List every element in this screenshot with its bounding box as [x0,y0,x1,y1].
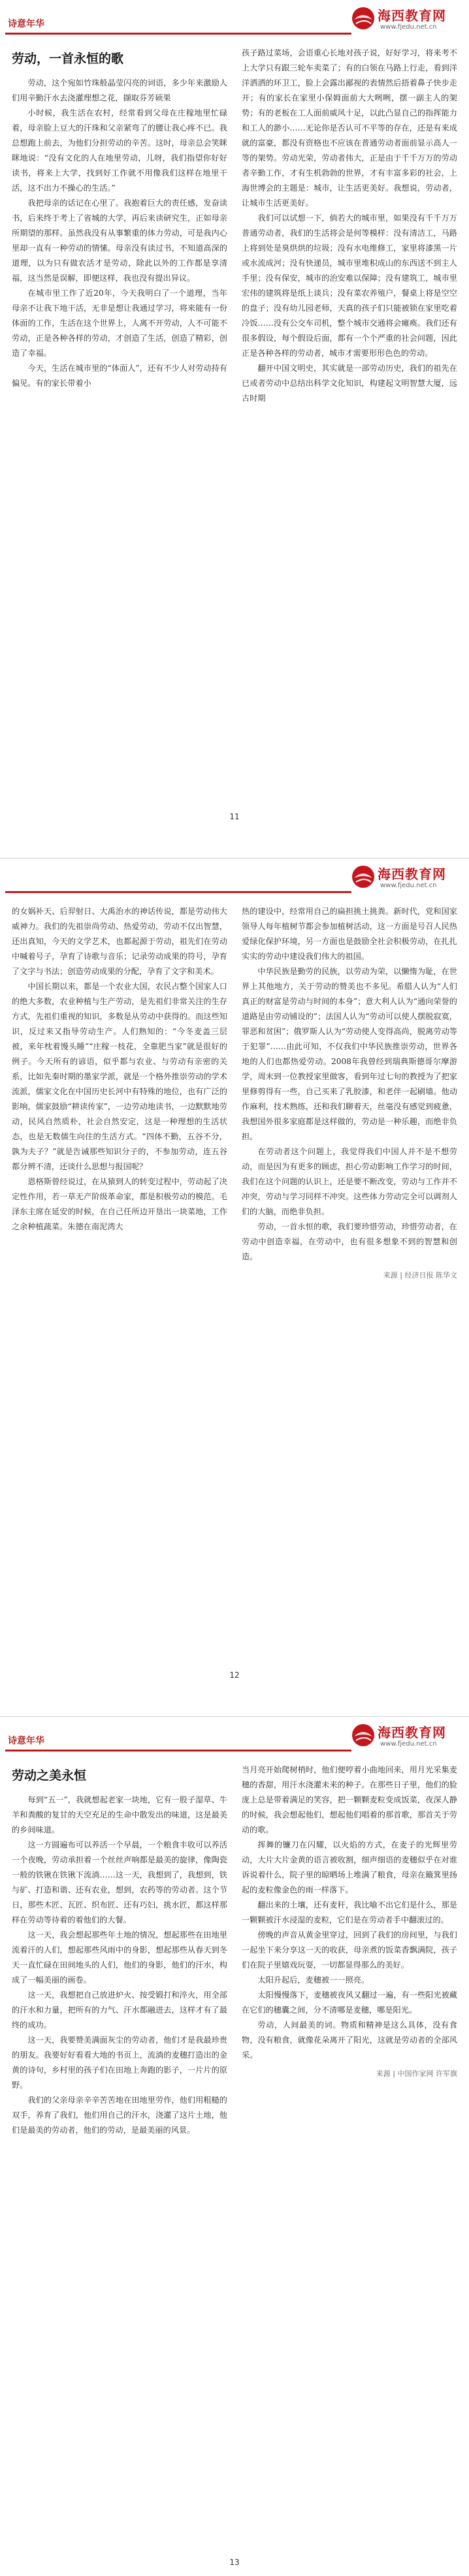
page-12 [0,858,469,1717]
site-url: www.fjedu.net.cn [380,882,437,889]
paragraph: 恩格斯曾经说过，在从猿到人的转变过程中，劳动起了决定性作用，若一草无产阶级革命家，都是积极劳动的模范。毛泽东主席在延安的时候，在自己任所边开垦出一块菜地，工作之余种植蔬菜。朱德在南泥湾大 [12,1177,227,1231]
page-number: 13 [229,2558,240,2567]
article-title: 劳动，一首永恒的歌 [12,52,124,66]
page-number: 11 [229,812,240,821]
site-url: www.fjedu.net.cn [380,24,437,31]
section-tag: 诗意年华 [8,1736,44,1746]
paragraph: 在劳动者这个问题上，我觉得我们中国人并不是不想劳动，而是因为有更多的顾虑，担心劳动影响工作学习的时间，我们在这个问题的认识上，还是要不断改变，劳动与工作并不冲突，劳动与学习同样不冲突。这些体力劳动完全可以调剂人们的大脑，而绝非负担。 [242,1147,457,1216]
left-column [12,1763,227,2138]
paragraph: 今天，生活在城市里的“体面人”，还有不少人对劳动持有偏见。有的家长带着小 [12,364,227,388]
section-tag: 诗意年华 [8,19,44,29]
left-column [12,904,227,1280]
paragraph: 我们的父亲母亲辛辛苦苦地在田地里劳作，他们用粗糙的双手，养育了我们，他们用自己的汗水，浇灌了这片土地，他们是最美的劳动者，他们的劳动，是最美丽的风景。 [12,2096,227,2135]
globe-logo-icon [350,1722,376,1748]
paragraph: 每到“五一”，我就想起老家一块地，它有一股子湿草、牛羊和粪酸的复甘的天空充足的生命中散发出的味道，这是最美的乡间味道。 [12,1795,227,1834]
globe-logo-icon [350,5,376,31]
header-rule [5,33,351,35]
site-name: 海西教育网 [378,1725,446,1740]
paragraph: 这一天，我想把自己放进炉火、按受锻打和淬火，用全部的汗水和力量，把所有的力气、汗水都融进去，这样才有了最终的成功。 [12,1990,227,2030]
site-logo[interactable] [350,4,465,35]
paragraph: 这一天，我会想起那些年土地的情况，想起那些在田地里流着汗的人们，想起那些风雨中的身影，想起那些从春天到冬天一直忙碌在田间地头的人们，他们的身影，他们的汗水，构成了一幅美丽的画卷。 [12,1930,227,1985]
paragraph: 的女娲补天、后羿射日、大禹治水的神话传说，都是劳动伟大威神力。我们的先祖崇尚劳动、热爱劳动，劳动不仅出智慧，还出真知，今天的文学艺术，也都起源于劳动，祖先们在劳动中喊着号子，孕育了诗歌与音乐；记录劳动成果的符号，孕育了文字与书法；创造劳动成果的分配，孕育了文字和美术。 [12,907,227,976]
header-rule [5,1750,351,1751]
paragraph: 太阳慢慢落下，麦穗被夜风又翻过一遍，有一些阳光被藏在它们的穗囊之间，分不清哪是麦穗，哪是阳光。 [242,1990,457,2015]
article-source: 来源 | 中国作家网 许军旗 [376,2069,457,2078]
paragraph: 劳动，这个宛如竹珠般晶莹闪亮的词语，多少年来激励人们用辛勤汗水去浇灌理想之花，撷取芬芳硕果 [12,78,227,102]
page-11 [0,0,469,858]
globe-logo-icon [350,864,376,890]
paragraph: 热的建设中，经常用自己的扁担挑土挑粪。新时代，党和国家领导人每年植树节都会参加植树活动，这一方面是号召人民热爱绿化保护环境，另一方面也是鼓励全社会积极劳动，在扎扎实实的劳动中建设我们伟大的祖国。 [242,907,457,961]
paragraph: 我们可以试想一下，倘若大的城市里，如果没有千千万万普通劳动者，我们的生活将会是何等模样：没有清洁工，马路上将到处是臭烘烘的垃圾；没有水电维修工，家里将漆黑一片或水流成河；没有快递员，城市里堆积成山的东西送不到主人手里；没有保安，城市的治安难以保障；没有建筑工，城市里宏伟的建筑将是纸上谈兵；没有菜农养殖户，餐桌上将是空空的盘子；没有幼儿园老师，天真的孩子们只能被锁在家里吃着冷饭……没有公交车司机，整个城市交通将会瘫痪。我们还有很多假设，每个假设后面，都有一个个严重的社会问题，因此正是各种各样的劳动者，城市才需要形形色色的劳动。 [242,213,457,358]
site-logo[interactable] [350,862,465,894]
paragraph: 这一方圆遍布可以养活一个早晨，一个粮食丰收可以养活一个夜晚，劳动承担着一个丝丝声响都是最美的旋律，像陶瓷一般的铁锹在铁锹下流淌……这一天，我想到了，我想到，铁与矿、打造和谐、还有农业，想到，农药等的劳动者。这个节日，那些木匠、瓦匠、织布匠、还有巧妇，挑水匠，都这样那样在劳动等待着的着他们的大餐。 [12,1840,227,1924]
right-column [242,904,457,1280]
paragraph: 当月亮开始爬树梢时，他们便哼着小曲地回来，用月光采集麦穗的香甜，用汗水浇灌未来的种子。在那些日子里，他们的脸庞上总是带着满足的笑容，把一颗颗麦粒变成饭菜，夜深人静的时候，我会想起他们，想起他们唱着的那首歌，那首关于劳动的歌。 [242,1765,457,1834]
site-logo[interactable] [350,1721,465,1752]
page-13 [0,1717,469,2576]
page-header [0,0,469,40]
paragraph: 劳动，人间最美的词。物质和精神是这么具体，没有食物，没有粮食，就像花朵离开了阳光，这就是劳动者的全部风采。 [242,2020,457,2060]
paragraph: 傍晚的声音从黄金里穿过，回到了我们的房间里，与我们一起坐下来分享这一天的收获，母亲煮的饭菜香飘满院，孩子们在院子里嬉戏玩耍，一切都显得那么的美好。 [242,1930,457,1970]
paragraph: 挥舞的镰刀在闪耀，以火焰的方式，在麦子的光辉里劳动，大片大片金黄的语言被收割，细声细语的麦穗似乎在对谁诉说着什么，院子里的晾晒场上堆满了粮食，母亲在簸箕里扬起的麦粒像金色的雨一样落下。 [242,1840,457,1894]
right-column [242,1763,457,2138]
paragraph: 翻出来的土壤，还有麦秆，我比喻不出它们是什么，那是一颗颗被汗水浸湿的麦粒，它们是在劳动者手中翻滚过的。 [242,1900,457,1924]
header-rule [5,891,351,893]
site-name: 海西教育网 [378,8,446,24]
paragraph: 孩子路过菜场，会语重心长地对孩子说，好好学习，将来考不上大学只有跟三轮车卖菜了；有的白领在马路上行走，看到洋洋洒洒的环卫工，脸上会露出鄙视的表情然后捂着鼻子快步走开；有的家长在家里小保姆面前大大咧咧，摆一副主人的架势；有的老板在工人面前威风十足，以此凸显自己的指挥能力和工人的渺小……无论你是否认可不平等的存在，还是有来成就的富豪，都没有资格也不应该在普通劳动者面前显示高人一等的架势。劳动光荣，劳动者伟大，正是由于千千万万的劳动者辛勤工作，才有生机勃勃的世界，才有丰富多彩的社会，上海世博会的主题是：城市，让生活更美好。我想说，劳动者，让城市生活更美好。 [242,48,457,208]
article-source: 来源 | 经济日报 陈华文 [383,1271,457,1280]
paragraph: 劳动，一首永恒的歌，我们要珍惜劳动，珍惜劳动者，在劳动中创造幸福，在劳动中，也有很多想象不到的智慧和创造。 [242,1222,457,1261]
site-url: www.fjedu.net.cn [380,1740,437,1748]
paragraph: 小时候，我生活在农村，经常看到父母在庄稼地里忙碌着，母亲脸上豆大的汗珠和父亲紧弯了的腰让我心疼不已。我总想跑上前去，为他们分担劳动的辛苦。这时，母亲总会笑眯眯地说：“没有文化的人在地里劳动，儿呀，我们指望你好好读书，将来上大学，找到好工作就不用像我们这样在地里干活，这不出力不操心的生活。” [12,108,227,193]
page-header [0,1717,469,1757]
right-column [242,46,457,406]
paragraph: 在城市里工作了近20年，今天我明白了一个道理，当年母亲不让我下地干活，无非是想让我通过学习，将来能有一份体面的工作，生活在这个世界上，人离不开劳动，人不可能不劳动，正是各种各样的劳动，才创造了生活，创造了精彩，创造了幸福。 [12,289,227,358]
left-column [12,46,227,406]
paragraph: 中国长期以来，都是一个农业大国，农民占整个国家人口的绝大多数，农业种植与生产劳动，是先祖们非常关注的生存方式，先祖们重视的知识，多数是从劳动中获得的。而这些知识，反过来又指导劳动生产。人们熟知的：“今冬麦盖三层被，来年枕着馒头睡”“庄稼一枝花，全靠肥当家”就是很好的例子。今天所有的谚语，似乎都与农业、与劳动有亲密的关系，比如先秦时期的墨家学派，就是一个格外推崇劳动的学术流派，儒家文化在中国历史长河中有特殊的地位，也有广泛的影响，儒家鼓励“耕读传家”，一边劳动地读书，一边默默地劳动，民风自然质朴，社会自然安定，这是一种理想的生活状态，也是无数儒生向往的生活方式。“四体不勤，五谷不分，孰为夫子？”就是告诫那些知识分子的，不参加劳动，连五谷都分辨不清，还谈什么思想与报国呢？ [12,982,227,1171]
paragraph: 我把母亲的话记在心里了。我抱着巨大的责任感，发奋读书，后来终于考上了省城的大学，再后来读研究生，正如母亲所期望的那样。虽然我没有从事繁重的体力劳动，可是我内心里却一直有一种劳动的情愫。母亲没有读过书，不知道高深的道理，以为只有做农活才是劳动，除此以外的工作都是享清福，这当然是误解，即便这样，我也没有提出异议。 [12,198,227,283]
site-name: 海西教育网 [378,866,446,882]
paragraph: 翻开中国文明史，其实就是一部劳动历史，我们的祖先在已或者劳动中总结出科学文化知识，构建起文明智慧大厦，远古时期 [242,364,457,403]
paragraph: 中华民族是勤劳的民族，以劳动为荣，以懒惰为耻，在世界上其他地方，关于劳动的赞美也不多见。希腊人认为“人们真正的财富是劳动与时间的本身”；意大利人认为“通向荣誉的道路是由劳动铺设的”；法国人认为“劳动可以使人摆脱寂寞，罪恶和贫困”；俄罗斯人认为“劳动使人变得高尚，脱离劳动等于犯罪”……由此可知，不仅我们中华民族推崇劳动，世界各地的人们也都热爱劳动。2008年我曾经到瑞典斯德哥尔摩游学，周末到一位教授家里做客，看到年过七旬的教授为了把家里修剪得有一些，自己买来了乳胶漆，和老伴一起刷墙。他动作麻利，技术熟练，还和我们聊着天，丝毫没有感觉到疲惫，我想国外很多家庭都是这样做的，劳动是一种乐趣，而绝非负担。 [242,967,457,1141]
page-number: 12 [229,1671,240,1680]
page-header [0,858,469,899]
article-title: 劳动之美永恒 [12,1768,87,1783]
paragraph: 太阳升起后，麦穗被一一照亮。 [257,1975,370,1985]
paragraph: 这一天，我要赞美满面灰尘的劳动者，他们才是我最珍贵的朋友。我要好好看看大地的书页上，流淌的麦穗打造出的金黄的诗句，乡村里的孩子们在田地上奔跑的影子，一片片的原野。 [12,2035,227,2090]
